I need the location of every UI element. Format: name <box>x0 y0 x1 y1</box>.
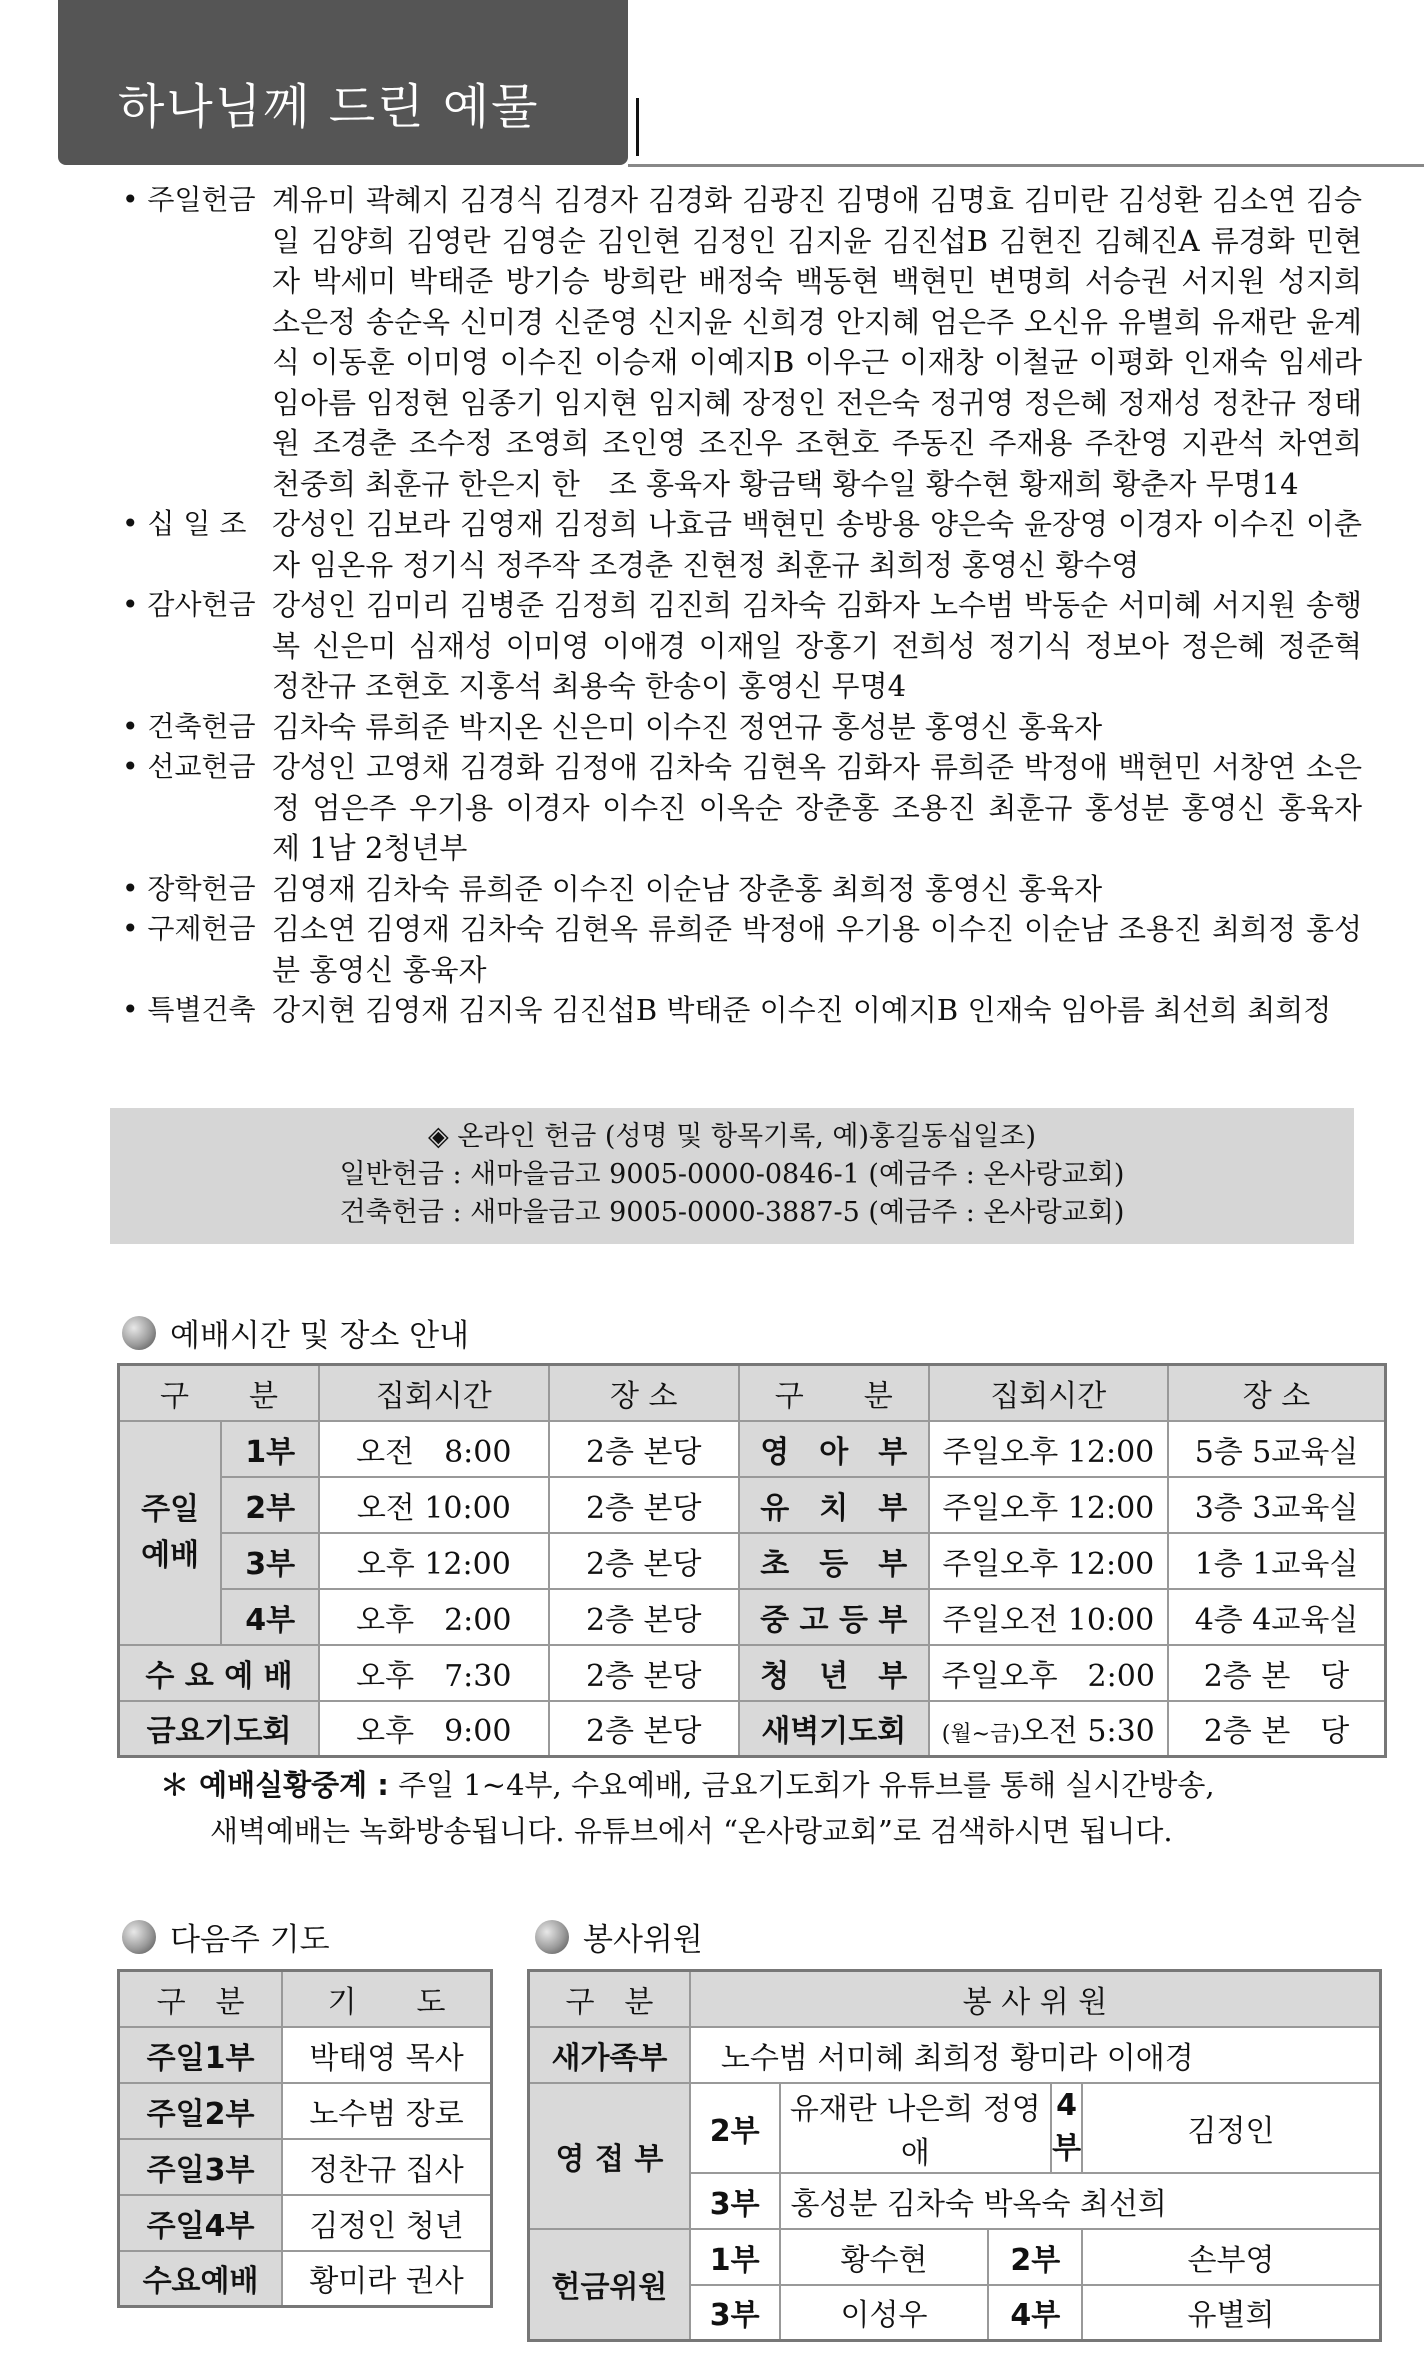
prayer-name: 김정인 청년 <box>282 2195 491 2251</box>
dept-place: 2층 본 당 <box>1168 1645 1385 1701</box>
header-gubun-right: 구 분 <box>739 1365 929 1421</box>
offering-row-building <box>122 707 1362 748</box>
reception-part: 3부 <box>690 2173 780 2229</box>
dawn-time <box>929 1701 1168 1757</box>
reception-names: 홍성분 김차숙 박옥숙 최선희 <box>780 2173 1381 2229</box>
sunday-worship-label: 주일 예배 <box>119 1421 222 1645</box>
sunday-time: 오전 10:00 <box>319 1477 548 1533</box>
offering-member: 이성우 <box>780 2285 989 2341</box>
reception-names: 유재란 나은희 정영애 <box>780 2083 1052 2173</box>
header-place-right: 장 소 <box>1168 1365 1385 1421</box>
friday-time: 오후 9:00 <box>319 1701 548 1757</box>
offering-row-mission <box>122 747 1372 869</box>
prayer-header-pray: 기 도 <box>282 1971 491 2027</box>
wednesday-place: 2층 본당 <box>549 1645 739 1701</box>
sunday-time: 오후 2:00 <box>319 1589 548 1645</box>
sunday-place: 2층 본당 <box>549 1421 739 1477</box>
prayer-name: 정찬규 집사 <box>282 2139 491 2195</box>
broadcast-note-text2: 새벽예배는 녹화방송됩니다. 유튜브에서 “온사랑교회”로 검색하시면 됩니다. <box>210 1814 1173 1848</box>
general-account: 일반헌금 : 새마을금고 9005-0000-0846-1 (예금주 : 온사랑교회) <box>339 1159 1125 1190</box>
sunday-time: 오전 8:00 <box>319 1421 548 1477</box>
prayer-label: 주일4부 <box>119 2195 283 2251</box>
dept-label: 청 년 부 <box>739 1645 929 1701</box>
circle-bullet-icon <box>122 1920 156 1954</box>
offering-names: 강성인 고영채 김경화 김정애 김차숙 김현옥 김화자 류희준 박정애 백현민 서창연 소은정 엄은주 우기용 이경자 이수진 이옥순 장춘홍 조용진 최훈규 홍성분 홍영신 홍육자 제 1남 2청년부 <box>272 750 1372 865</box>
offering-label: • 구제헌금 <box>122 912 256 945</box>
reception-part: 2부 <box>690 2083 780 2173</box>
dept-place: 5층 5교육실 <box>1168 1421 1385 1477</box>
offering-row-thanks <box>122 585 1372 707</box>
offering-names: 강성인 김보라 김영재 김정희 나효금 백현민 송방용 양은숙 윤장영 이경자 이수진 이춘자 임온유 정기식 정주작 조경춘 진현정 최훈규 최희정 홍영신 황수영 <box>272 507 1362 582</box>
offering-member: 손부영 <box>1082 2229 1380 2285</box>
new-family-label: 새가족부 <box>529 2027 690 2083</box>
circle-bullet-icon <box>535 1920 569 1954</box>
service-table <box>527 1969 1382 2342</box>
offering-label: • 십 일 조 <box>122 507 247 540</box>
prayer-name: 노수범 장로 <box>282 2083 491 2139</box>
header-place: 장 소 <box>549 1365 739 1421</box>
offering-names: 김영재 김차숙 류희준 이수진 이순남 장춘홍 최희정 홍영신 홍육자 <box>272 871 1103 906</box>
offerings-list <box>122 180 1372 1031</box>
offering-part: 2부 <box>988 2229 1082 2285</box>
offering-label: • 건축헌금 <box>122 709 256 743</box>
offering-member: 황수현 <box>780 2229 989 2285</box>
reception-label: 영 접 부 <box>529 2083 690 2229</box>
friday-prayer-label: 금요기도회 <box>119 1701 320 1757</box>
sunday-part: 1부 <box>221 1421 319 1477</box>
dawn-days: (월~금) <box>941 1722 1020 1748</box>
prayer-name: 황미라 권사 <box>282 2251 491 2307</box>
sunday-place: 2층 본당 <box>549 1589 739 1645</box>
offering-row-special-building <box>122 990 1362 1031</box>
dept-time: 주일오전 10:00 <box>929 1589 1168 1645</box>
header-gubun: 구 분 <box>119 1365 320 1421</box>
dept-time: 주일오후 12:00 <box>929 1533 1168 1589</box>
dawn-prayer-label: 새벽기도회 <box>739 1701 929 1757</box>
friday-place: 2층 본당 <box>549 1701 739 1757</box>
broadcast-note-text1: 주일 1~4부, 수요예배, 금요기도회가 유튜브를 통해 실시간방송, <box>388 1768 1215 1802</box>
offering-names: 강성인 김미리 김병준 김정희 김진희 김차숙 김화자 노수범 박동순 서미혜 서지원 송행복 신은미 심재성 이미영 이애경 이재일 장홍기 전희성 정기식 정보아 정은혜 정준혁 정찬규 조현호 지홍석 최용숙 한송이 홍영신 무명4 <box>272 588 1372 703</box>
offering-row-relief <box>122 909 1362 990</box>
worship-heading <box>122 1310 469 1355</box>
sunday-part: 4부 <box>221 1589 319 1645</box>
dept-label: 초 등 부 <box>739 1533 929 1589</box>
building-account: 건축헌금 : 새마을금고 9005-0000-3887-5 (예금주 : 온사랑교회) <box>339 1197 1125 1228</box>
offering-names: 강지현 김영재 김지욱 김진섭B 박태준 이수진 이예지B 인재숙 임아름 최선희 최희정 <box>272 993 1332 1027</box>
offering-names: 김소연 김영재 김차숙 김현옥 류희준 박정애 우기용 이수진 이순남 조용진 최희정 홍성분 홍영신 홍육자 <box>272 912 1362 987</box>
header-divider <box>636 98 639 156</box>
offering-label: • 특별건축 <box>122 993 256 1026</box>
worship-heading-text: 예배시간 및 장소 안내 <box>170 1318 470 1354</box>
dept-place: 3층 3교육실 <box>1168 1477 1385 1533</box>
page-title: 하나님께 드린 예물 <box>118 79 540 135</box>
circle-bullet-icon <box>122 1316 156 1350</box>
offering-part: 3부 <box>690 2285 780 2341</box>
offering-member: 유별희 <box>1082 2285 1380 2341</box>
offering-label: • 장학헌금 <box>122 871 256 905</box>
dept-label: 중 고 등 부 <box>739 1589 929 1645</box>
offering-committee-label: 헌금위원 <box>529 2229 690 2341</box>
offering-row-scholarship <box>122 869 1362 910</box>
online-offering-notice <box>110 1108 1354 1244</box>
offering-row-sunday <box>122 180 1372 504</box>
wednesday-worship-label: 수 요 예 배 <box>119 1645 320 1701</box>
prayer-name: 박태영 목사 <box>282 2027 491 2083</box>
service-heading <box>535 1914 703 1959</box>
sunday-time: 오후 12:00 <box>319 1533 548 1589</box>
sunday-place: 2층 본당 <box>549 1477 739 1533</box>
dawn-time-value: 오전 5:30 <box>1019 1714 1155 1750</box>
offering-row-tithe <box>122 504 1362 585</box>
header-time: 집회시간 <box>319 1365 548 1421</box>
service-heading-text: 봉사위원 <box>583 1922 703 1958</box>
offering-label: • 감사헌금 <box>122 588 256 621</box>
dept-label: 유 치 부 <box>739 1477 929 1533</box>
prayer-label: 주일2부 <box>119 2083 283 2139</box>
offering-label: • 주일헌금 <box>122 183 256 216</box>
dawn-place: 2층 본 당 <box>1168 1701 1385 1757</box>
prayer-header-gubun: 구 분 <box>119 1971 283 2027</box>
online-offering-title: ◈ 온라인 헌금 (성명 및 항목기록, 예)홍길동십일조) <box>428 1121 1036 1152</box>
broadcast-note <box>160 1762 1400 1854</box>
worship-schedule-table <box>117 1363 1387 1758</box>
prayer-label: 주일3부 <box>119 2139 283 2195</box>
reception-part: 4부 <box>1051 2083 1082 2173</box>
prayer-table <box>117 1969 493 2308</box>
offering-names: 김차숙 류희준 박지온 신은미 이수진 정연규 홍성분 홍영신 홍육자 <box>272 709 1103 744</box>
wednesday-time: 오후 7:30 <box>319 1645 548 1701</box>
service-header-gubun: 구 분 <box>529 1971 690 2027</box>
dept-time: 주일오후 12:00 <box>929 1421 1168 1477</box>
broadcast-note-label: ＊ 예배실황중계 : <box>160 1768 389 1802</box>
offering-part: 1부 <box>690 2229 780 2285</box>
broadcast-note-line1 <box>160 1762 1400 1808</box>
dept-place: 4층 4교육실 <box>1168 1589 1385 1645</box>
offering-part: 4부 <box>988 2285 1082 2341</box>
dept-place: 1층 1교육실 <box>1168 1533 1385 1589</box>
dept-label: 영 아 부 <box>739 1421 929 1477</box>
prayer-heading <box>122 1914 330 1959</box>
offering-names: 계유미 곽혜지 김경식 김경자 김경화 김광진 김명애 김명효 김미란 김성환 김소연 김승일 김양희 김영란 김영순 김인현 김정인 김지윤 김진섭B 김현진 김혜진A 류경화 민현자 박세미 박태준 방기승 방희란 배정숙 백동현 백현민 변명희 서승권 서지원 성지희 소은정 송순옥 신미경 신준영 신지윤 신희경 안지혜 엄은주 오신유 유별희 유재란 윤계식 이동훈 이미영 이수진 이승재 이예지B 이우근 이재창 이철균 이평화 인재숙 임세라 임아름 임정현 임종기 임지현 임지혜 장정인 전은숙 정귀영 정은혜 정재성 정찬규 정태원 조경춘 조수정 조영희 조인영 조진우 조현호 주동진 주재용 주찬영 지관석 차연희 천중희 최훈규 한은지 한 조 홍육자 황금택 황수일 황수현 황재희 황춘자 무명14 <box>272 183 1372 501</box>
service-header-members: 봉 사 위 원 <box>690 1971 1381 2027</box>
header-time-right: 집회시간 <box>929 1365 1168 1421</box>
prayer-label: 수요예배 <box>119 2251 283 2307</box>
header-rule <box>628 164 1424 167</box>
sunday-part: 3부 <box>221 1533 319 1589</box>
new-family-names: 노수범 서미혜 최희정 황미라 이애경 <box>690 2027 1381 2083</box>
sunday-part: 2부 <box>221 1477 319 1533</box>
dept-time: 주일오후 2:00 <box>929 1645 1168 1701</box>
sunday-place: 2층 본당 <box>549 1533 739 1589</box>
reception-names: 김정인 <box>1082 2083 1380 2173</box>
prayer-label: 주일1부 <box>119 2027 283 2083</box>
offering-label: • 선교헌금 <box>122 750 256 783</box>
dept-time: 주일오후 12:00 <box>929 1477 1168 1533</box>
prayer-heading-text: 다음주 기도 <box>170 1922 330 1958</box>
